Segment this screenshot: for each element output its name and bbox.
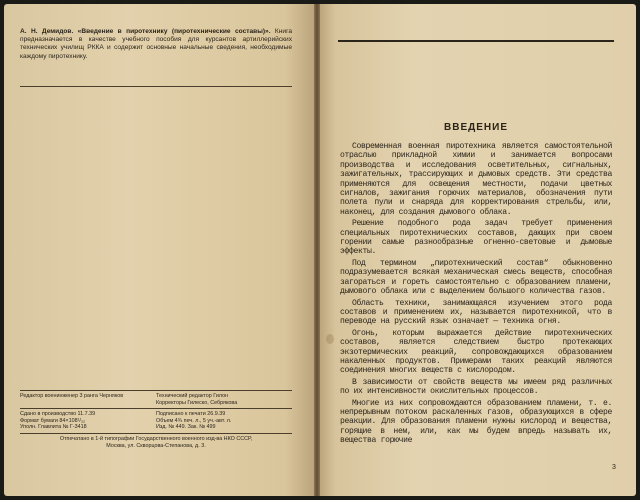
imprint-row-2 bbox=[20, 418, 292, 425]
imprint-glavlit: Уполн. Главлита № Г-3418 bbox=[20, 424, 87, 431]
imprint-signed: Подписано к печати 26.9.39 bbox=[156, 411, 226, 418]
body-text bbox=[340, 142, 612, 448]
paper-stain bbox=[326, 334, 334, 344]
imprint-correctors: Корректоры Гилеско, Себрякова bbox=[156, 399, 238, 406]
paragraph: Современная военная пиротехника является самостоятельной отраслью прикладной химии и занимается вопросами производства и исследования осветительных, сигнальных, зажигательных, трассирующих и дымовых средств. Эти средства применяются для освещения местности, подачи цветных сигналов, зажигания горючих материалов, обозначения пути полета пули и снаряда для корректирования стрельбы, или, наконец, для создания дымового облака. bbox=[340, 142, 612, 217]
imprint-volume: Объем 4¾ печ. л., 5 уч.-авт. л. bbox=[156, 417, 232, 424]
paragraph: Под термином „пиротехнический состав“ обыкновенно подразумевается всякая механическая смесь веществ, способная загораться и гореть самостоятельно с образованием пламени, дымового облака или с выделением большого количества газов. bbox=[340, 258, 612, 297]
book-spread bbox=[4, 4, 636, 496]
imprint-editor-left: Редактор военинженер 3 ранга Черняков bbox=[20, 393, 124, 399]
paragraph: Область техники, занимающаяся изучением этого рода составов и применением их, называется пиротехникой, что в переводе на русский язык означает — техника огня. bbox=[340, 298, 612, 327]
imprint-editors-right bbox=[156, 393, 292, 406]
paragraph: Решение подобного рода задач требует применения специальных пиротехнических составов, дающих при своем горении самые разнообразные огненно-световые и дымовые эффекты. bbox=[340, 219, 612, 257]
imprint-top-rule bbox=[20, 390, 292, 391]
book-annotation bbox=[20, 28, 292, 61]
book-spine bbox=[314, 4, 320, 496]
imprint-row-1 bbox=[20, 411, 292, 418]
paragraph: Многие из них сопровождаются образованием пламени, т. е. непрерывным потоком раскаленных газов, образующихся в сфере реакции. Для образования пламени нужны кислород и вещества, горящие в нем, или, как мы будем впредь называть их, вещества горючие bbox=[340, 398, 612, 446]
header-rule bbox=[338, 40, 614, 42]
imprint-address: Москва, ул. Скворцова-Степанова, д. 3. bbox=[106, 442, 206, 449]
annotation-author-title: А. Н. Демидов. «Введение в пиротехнику (пиротехнические составы)». bbox=[20, 28, 271, 35]
paragraph: Огонь, которым выражается действие пиротехнических составов, является следствием быстро протекающих экзотермических реакций, сопровождающихся образованием накаленных продуктов. Примерами таких реакций являются соединения многих веществ с кислородом. bbox=[340, 328, 612, 376]
imprint-order-number: Изд. № 449. Зак. № 499 bbox=[156, 424, 216, 431]
chapter-heading: ВВЕДЕНИЕ bbox=[444, 122, 508, 133]
imprint-mid-rule bbox=[20, 408, 292, 409]
page-number: 3 bbox=[612, 464, 616, 471]
imprint-submitted: Сдано в производство 11.7.39 bbox=[20, 411, 96, 418]
imprint-paper-format: Формат бумаги 84×108¹/₃₂ bbox=[20, 417, 86, 424]
annotation-divider bbox=[20, 86, 292, 87]
imprint-tech-editor: Технический редактор Гилон bbox=[156, 393, 229, 399]
imprint-printer: Отпечатано в 1-й типографии Государственного военного изд-ва НКО СССР, bbox=[59, 435, 253, 442]
left-page bbox=[4, 4, 316, 496]
annotation-text: Книга предназначается в качестве учебного пособия для курсантов артиллерийских технических училищ РККА и содержит основные начальные сведения, необходимые каждому пиротехнику. bbox=[20, 28, 292, 60]
imprint-editors-row bbox=[20, 393, 292, 406]
paragraph: В зависимости от свойств веществ мы имеем ряд различных по их интенсивности окислительных процессов. bbox=[340, 377, 612, 397]
imprint-block bbox=[20, 388, 292, 449]
imprint-row-3 bbox=[20, 424, 292, 431]
imprint-bottom-rule bbox=[20, 433, 292, 434]
right-page bbox=[316, 4, 636, 496]
